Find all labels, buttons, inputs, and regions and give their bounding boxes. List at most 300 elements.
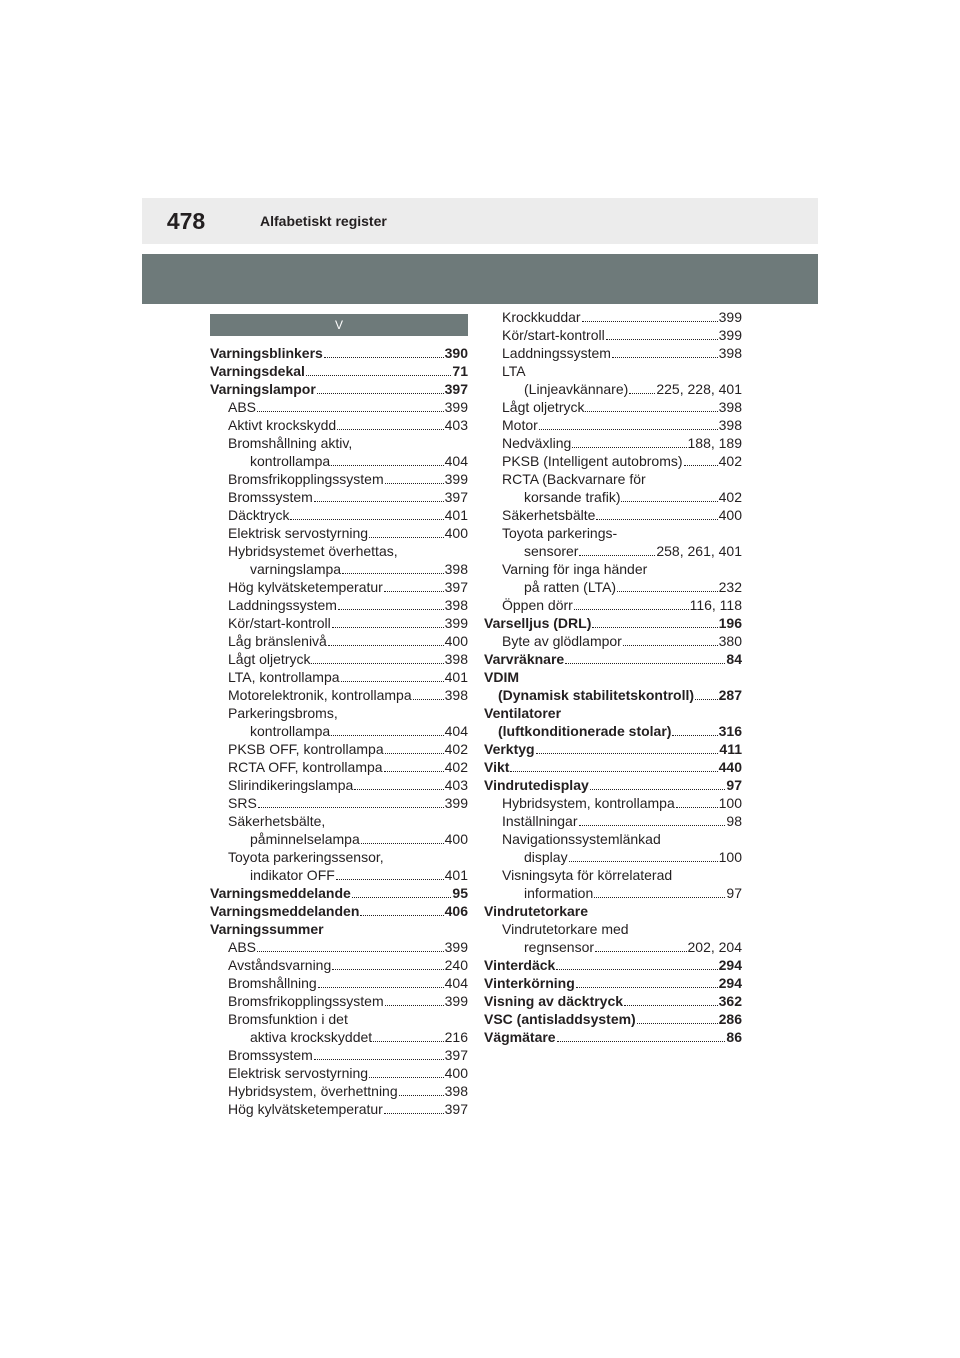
- index-entry-page: 188, 189: [687, 435, 742, 451]
- dot-leader: [317, 393, 444, 394]
- index-entry-page: 100: [718, 849, 742, 865]
- index-entry-page: 403: [444, 777, 468, 793]
- index-entry-label: VDIM: [484, 669, 519, 685]
- dot-leader: [384, 1113, 444, 1114]
- index-entry: [484, 686, 742, 704]
- index-entry-page: 95: [452, 885, 468, 901]
- index-entry: [210, 380, 468, 398]
- index-entry-label: varningslampa: [250, 561, 342, 577]
- dot-leader: [385, 483, 444, 484]
- index-entry-label: Varningsdekal: [210, 363, 305, 379]
- index-entry: [484, 560, 742, 578]
- dot-leader: [331, 465, 443, 466]
- index-entry-page: 402: [444, 759, 468, 775]
- index-entry-label: VSC (antisladdsystem): [484, 1011, 636, 1027]
- index-entry-label: Varningslampor: [210, 381, 316, 397]
- dot-leader: [672, 735, 717, 736]
- dot-leader: [257, 411, 444, 412]
- index-entry-label: SRS: [228, 795, 257, 811]
- dot-leader: [354, 789, 443, 790]
- index-entry: [210, 434, 468, 452]
- index-entry-label: Nedväxling: [502, 435, 572, 451]
- header-bar: [142, 198, 818, 244]
- index-entry-label: Hög kylvätsketemperatur: [228, 1101, 383, 1117]
- index-entry-label: Laddningssystem: [502, 345, 611, 361]
- index-entry: [210, 524, 468, 542]
- dot-leader: [621, 501, 717, 502]
- index-entry-label: kontrollampa: [250, 453, 331, 469]
- index-entry: [210, 812, 468, 830]
- index-entry-label: regnsensor: [524, 939, 595, 955]
- dot-leader: [592, 627, 717, 628]
- dot-leader: [612, 357, 718, 358]
- index-entry: [210, 848, 468, 866]
- index-entry: [484, 362, 742, 380]
- dot-leader: [565, 663, 725, 664]
- index-entry: [484, 524, 742, 542]
- dot-leader: [352, 897, 452, 898]
- index-entry-page: 240: [444, 957, 468, 973]
- index-entry: [210, 470, 468, 488]
- index-entry-label: Inställningar: [502, 813, 578, 829]
- index-entry-page: 97: [726, 777, 742, 793]
- index-entry-label: Bromshållning aktiv,: [228, 435, 353, 451]
- dot-leader: [574, 609, 689, 610]
- index-entry-page: 71: [452, 363, 468, 379]
- index-entry-page: 404: [444, 975, 468, 991]
- dot-leader: [258, 807, 444, 808]
- index-entry: [484, 452, 742, 470]
- index-entry-label: Toyota parkeringssensor,: [228, 849, 384, 865]
- index-entry-label: Vinterkörning: [484, 975, 575, 991]
- index-entry: [210, 452, 468, 470]
- index-entry-label: Hybridsystem, överhettning: [228, 1083, 398, 1099]
- index-entry: [210, 992, 468, 1010]
- index-entry: [484, 668, 742, 686]
- index-entry-page: 398: [444, 1083, 468, 1099]
- dot-leader: [341, 681, 444, 682]
- dot-leader: [629, 393, 655, 394]
- index-entry-label: korsande trafik): [524, 489, 621, 505]
- dot-leader: [385, 753, 444, 754]
- index-entry: [484, 812, 742, 830]
- index-entry-label: Byte av glödlampor: [502, 633, 622, 649]
- index-entry: [210, 704, 468, 722]
- index-entry: [484, 794, 742, 812]
- index-entry-label: Vägmätare: [484, 1029, 556, 1045]
- index-entry-label: display: [524, 849, 568, 865]
- index-entry: [210, 506, 468, 524]
- index-entry-page: 400: [444, 525, 468, 541]
- index-entry-page: 286: [718, 1011, 742, 1027]
- index-entry: [484, 632, 742, 650]
- index-entry: [484, 434, 742, 452]
- dot-leader: [373, 1041, 443, 1042]
- index-entry: [484, 614, 742, 632]
- index-entry-label: LTA, kontrollampa: [228, 669, 340, 685]
- index-entry-label: på ratten (LTA): [524, 579, 617, 595]
- dot-leader: [623, 645, 718, 646]
- index-entry-label: Vinterdäck: [484, 957, 556, 973]
- dot-leader: [590, 789, 726, 790]
- dot-leader: [311, 663, 443, 664]
- index-entry: [484, 1028, 742, 1046]
- index-entry-page: 98: [726, 813, 742, 829]
- index-entry-label: (Dynamisk stabilitetskontroll): [498, 687, 695, 703]
- index-entry-label: Navigationssystemlänkad: [502, 831, 661, 847]
- dot-leader: [360, 915, 443, 916]
- index-entry: [484, 416, 742, 434]
- index-entry-label: Toyota parkerings-: [502, 525, 618, 541]
- index-entry: [210, 794, 468, 812]
- index-entry-label: ABS: [228, 399, 257, 415]
- index-entry-label: påminnelselampa: [250, 831, 360, 847]
- index-entry: [210, 920, 468, 938]
- dot-leader: [572, 447, 686, 448]
- dot-leader: [338, 609, 444, 610]
- index-entry-label: kontrollampa: [250, 723, 331, 739]
- dot-leader: [637, 1023, 718, 1024]
- dot-leader: [384, 591, 444, 592]
- index-entry-label: RCTA OFF, kontrollampa: [228, 759, 383, 775]
- index-entry-page: 100: [718, 795, 742, 811]
- index-entry: [484, 704, 742, 722]
- index-entry: [484, 542, 742, 560]
- index-entry: [484, 506, 742, 524]
- index-entry: [210, 866, 468, 884]
- index-entry-label: LTA: [502, 363, 526, 379]
- index-entry-label: Ventilatorer: [484, 705, 562, 721]
- index-entry-page: 398: [444, 687, 468, 703]
- index-entry: [210, 596, 468, 614]
- index-entry-page: 399: [444, 795, 468, 811]
- index-entry-page: 401: [444, 669, 468, 685]
- index-entry-page: 258, 261, 401: [656, 543, 742, 559]
- index-entry: [210, 578, 468, 596]
- index-entry-page: 406: [444, 903, 468, 919]
- index-entry-label: Bromssystem: [228, 489, 313, 505]
- index-entry-page: 404: [444, 453, 468, 469]
- index-entry-label: aktiva krockskyddet: [250, 1029, 373, 1045]
- index-entry-label: Vindrutetorkare med: [502, 921, 629, 937]
- index-entry-label: Hög kylvätsketemperatur: [228, 579, 383, 595]
- index-entry-page: 116, 118: [689, 597, 742, 613]
- dot-leader: [606, 339, 718, 340]
- dot-leader: [342, 573, 444, 574]
- index-entry: [210, 722, 468, 740]
- index-entry: [210, 1028, 468, 1046]
- index-entry: [210, 686, 468, 704]
- index-entry-page: 402: [718, 453, 742, 469]
- index-entry-page: 398: [718, 399, 742, 415]
- index-entry: [210, 542, 468, 560]
- dot-leader: [695, 699, 718, 700]
- index-entry-page: 225, 228, 401: [656, 381, 742, 397]
- index-entry-label: PKSB (Intelligent autobroms): [502, 453, 683, 469]
- index-entry-label: Öppen dörr: [502, 597, 573, 613]
- dot-leader: [369, 537, 444, 538]
- index-entry-page: 380: [718, 633, 742, 649]
- dot-leader: [617, 591, 718, 592]
- index-entry-label: Vindrutetorkare: [484, 903, 588, 919]
- dot-leader: [328, 645, 444, 646]
- dot-leader: [624, 1005, 718, 1006]
- index-entry-page: 196: [718, 615, 742, 631]
- index-entry: [484, 956, 742, 974]
- index-entry-page: 398: [444, 561, 468, 577]
- index-entry-page: 400: [444, 1065, 468, 1081]
- index-entry-label: Varningssummer: [210, 921, 324, 937]
- index-entry: [484, 344, 742, 362]
- dot-leader: [361, 843, 444, 844]
- index-entry-page: 398: [444, 651, 468, 667]
- dot-leader: [336, 879, 444, 880]
- index-entry: [484, 578, 742, 596]
- index-entry-label: Lågt oljetryck: [228, 651, 311, 667]
- index-entry: [210, 416, 468, 434]
- index-entry-page: 399: [718, 327, 742, 343]
- index-entry-label: Hybridsystem, kontrollampa: [502, 795, 675, 811]
- index-entry: [484, 776, 742, 794]
- dot-leader: [314, 1059, 444, 1060]
- index-entry: [484, 758, 742, 776]
- index-entry-label: Motorelektronik, kontrollampa: [228, 687, 412, 703]
- index-entry-page: 404: [444, 723, 468, 739]
- index-entry-label: Varning för inga händer: [502, 561, 648, 577]
- index-entry-page: 399: [444, 939, 468, 955]
- index-entry-label: Slirindikeringslampa: [228, 777, 354, 793]
- index-entry: [210, 1100, 468, 1118]
- index-entry: [210, 956, 468, 974]
- index-entry: [210, 830, 468, 848]
- index-entry: [210, 614, 468, 632]
- index-entry-page: 402: [444, 741, 468, 757]
- index-entry-page: 399: [444, 399, 468, 415]
- index-entry-label: (luftkonditionerade stolar): [498, 723, 672, 739]
- index-entry-page: 397: [444, 489, 468, 505]
- index-entry-page: 398: [444, 597, 468, 613]
- index-entry-label: Bromsfrikopplingssystem: [228, 471, 384, 487]
- index-entry-page: 399: [444, 615, 468, 631]
- index-entry: [484, 740, 742, 758]
- dot-leader: [556, 969, 717, 970]
- index-entry: [210, 488, 468, 506]
- index-entry: [484, 326, 742, 344]
- index-entry-page: 216: [444, 1029, 468, 1045]
- dot-leader: [595, 951, 686, 952]
- index-entry: [210, 344, 468, 362]
- index-entry-label: Visning av däcktryck: [484, 993, 624, 1009]
- index-entry-label: Varvräknare: [484, 651, 565, 667]
- index-entry-label: Bromsfunktion i det: [228, 1011, 348, 1027]
- index-entry-label: Vindrutedisplay: [484, 777, 589, 793]
- index-entry-label: Lågt oljetryck: [502, 399, 585, 415]
- index-entry: [210, 632, 468, 650]
- index-entry-page: 411: [719, 741, 742, 757]
- index-entry-label: PKSB OFF, kontrollampa: [228, 741, 384, 757]
- index-entry: [484, 938, 742, 956]
- index-entry-page: 397: [444, 381, 468, 397]
- dot-leader: [314, 501, 444, 502]
- dot-leader: [290, 519, 443, 520]
- index-entry-label: Däcktryck: [228, 507, 290, 523]
- index-entry: [484, 992, 742, 1010]
- index-entry-label: Elektrisk servostyrning: [228, 525, 369, 541]
- index-entry-page: 399: [444, 471, 468, 487]
- index-entry-page: 398: [718, 345, 742, 361]
- index-entry-label: Varselljus (DRL): [484, 615, 592, 631]
- index-entry-page: 399: [444, 993, 468, 1009]
- dot-leader: [596, 519, 717, 520]
- index-entry: [210, 776, 468, 794]
- page-number: 478: [166, 207, 206, 234]
- dot-leader: [684, 465, 718, 466]
- index-entry: [210, 668, 468, 686]
- index-entry-label: Kör/start-kontroll: [228, 615, 331, 631]
- index-entry-page: 97: [726, 885, 742, 901]
- index-entry-label: Kör/start-kontroll: [502, 327, 605, 343]
- index-entry-label: Elektrisk servostyrning: [228, 1065, 369, 1081]
- index-entry: [210, 902, 468, 920]
- dot-leader: [582, 321, 718, 322]
- index-entry-label: Varningsmeddelande: [210, 885, 351, 901]
- index-entry-label: information: [524, 885, 594, 901]
- index-entry: [484, 884, 742, 902]
- index-entry: [484, 308, 742, 326]
- dot-leader: [413, 699, 444, 700]
- index-entry-label: Avståndsvarning: [228, 957, 332, 973]
- index-entry-page: 287: [718, 687, 742, 703]
- index-entry-page: 362: [718, 993, 742, 1009]
- dot-leader: [337, 429, 444, 430]
- dot-leader: [331, 735, 443, 736]
- index-entry-label: Verktyg: [484, 741, 535, 757]
- letter-heading: V: [210, 314, 468, 336]
- index-entry-page: 397: [444, 579, 468, 595]
- index-entry: [484, 650, 742, 668]
- index-entry: [210, 938, 468, 956]
- dot-leader: [576, 987, 718, 988]
- dot-leader: [332, 627, 444, 628]
- index-entry-label: Laddningssystem: [228, 597, 337, 613]
- dot-leader: [579, 825, 726, 826]
- index-entry: [210, 560, 468, 578]
- index-entry: [484, 848, 742, 866]
- index-column-right: [484, 308, 742, 1046]
- index-entry: [210, 362, 468, 380]
- header-band: [142, 254, 818, 304]
- index-entry-label: Visningsyta för körrelaterad: [502, 867, 673, 883]
- index-entry-page: 84: [726, 651, 742, 667]
- dot-leader: [399, 1095, 444, 1096]
- index-entry-label: Varningsblinkers: [210, 345, 323, 361]
- index-entry-label: Varningsmeddelanden: [210, 903, 360, 919]
- index-entry-page: 202, 204: [687, 939, 742, 955]
- index-entry-page: 294: [718, 957, 742, 973]
- index-entry-label: (Linjeavkännare): [524, 381, 629, 397]
- index-entry-page: 402: [718, 489, 742, 505]
- index-entry: [484, 380, 742, 398]
- index-entry: [210, 740, 468, 758]
- dot-leader: [594, 897, 725, 898]
- index-entry: [484, 1010, 742, 1028]
- dot-leader: [384, 771, 444, 772]
- index-entry: [210, 1010, 468, 1028]
- index-entry-page: 400: [718, 507, 742, 523]
- index-entry-label: Låg bränslenivå: [228, 633, 327, 649]
- index-column-left: [210, 344, 468, 1118]
- index-entry: [210, 1064, 468, 1082]
- index-entry: [484, 470, 742, 488]
- section-title: Alfabetiskt register: [260, 213, 387, 229]
- index-entry: [210, 758, 468, 776]
- index-entry-page: 401: [444, 867, 468, 883]
- index-entry: [210, 1046, 468, 1064]
- index-entry: [484, 596, 742, 614]
- dot-leader: [318, 987, 444, 988]
- index-entry: [210, 974, 468, 992]
- index-entry: [484, 398, 742, 416]
- index-entry: [210, 1082, 468, 1100]
- index-entry: [210, 398, 468, 416]
- index-entry: [210, 650, 468, 668]
- dot-leader: [676, 807, 718, 808]
- dot-leader: [369, 1077, 444, 1078]
- index-entry: [484, 866, 742, 884]
- index-entry: [484, 488, 742, 506]
- index-entry-label: ABS: [228, 939, 257, 955]
- index-entry-label: Aktivt krockskydd: [228, 417, 337, 433]
- dot-leader: [539, 429, 718, 430]
- index-entry: [484, 830, 742, 848]
- index-entry-label: Vikt: [484, 759, 510, 775]
- index-entry-label: Motor: [502, 417, 538, 433]
- index-entry: [484, 974, 742, 992]
- index-entry-page: 86: [726, 1029, 742, 1045]
- index-entry-page: 397: [444, 1047, 468, 1063]
- index-entry-label: Säkerhetsbälte,: [228, 813, 326, 829]
- index-entry-label: indikator OFF: [250, 867, 335, 883]
- dot-leader: [306, 375, 451, 376]
- index-entry-label: Säkerhetsbälte: [502, 507, 596, 523]
- dot-leader: [569, 861, 718, 862]
- index-entry-page: 401: [444, 507, 468, 523]
- index-entry-label: Parkeringsbroms,: [228, 705, 338, 721]
- index-entry: [210, 884, 468, 902]
- index-entry-page: 316: [718, 723, 742, 739]
- index-entry: [484, 902, 742, 920]
- index-entry-page: 403: [444, 417, 468, 433]
- dot-leader: [324, 357, 444, 358]
- index-entry-page: 232: [718, 579, 742, 595]
- index-entry-label: Bromssystem: [228, 1047, 313, 1063]
- index-entry-page: 399: [718, 309, 742, 325]
- index-entry-page: 400: [444, 831, 468, 847]
- index-entry-page: 440: [718, 759, 742, 775]
- dot-leader: [585, 411, 717, 412]
- index-entry-label: sensorer: [524, 543, 579, 559]
- index-entry-page: 390: [444, 345, 468, 361]
- index-entry: [484, 722, 742, 740]
- index-entry-label: Bromshållning: [228, 975, 317, 991]
- index-entry-page: 397: [444, 1101, 468, 1117]
- index-entry-label: Hybridsystemet överhettas,: [228, 543, 398, 559]
- dot-leader: [257, 951, 444, 952]
- index-entry-page: 294: [718, 975, 742, 991]
- dot-leader: [579, 555, 655, 556]
- dot-leader: [385, 1005, 444, 1006]
- dot-leader: [557, 1041, 726, 1042]
